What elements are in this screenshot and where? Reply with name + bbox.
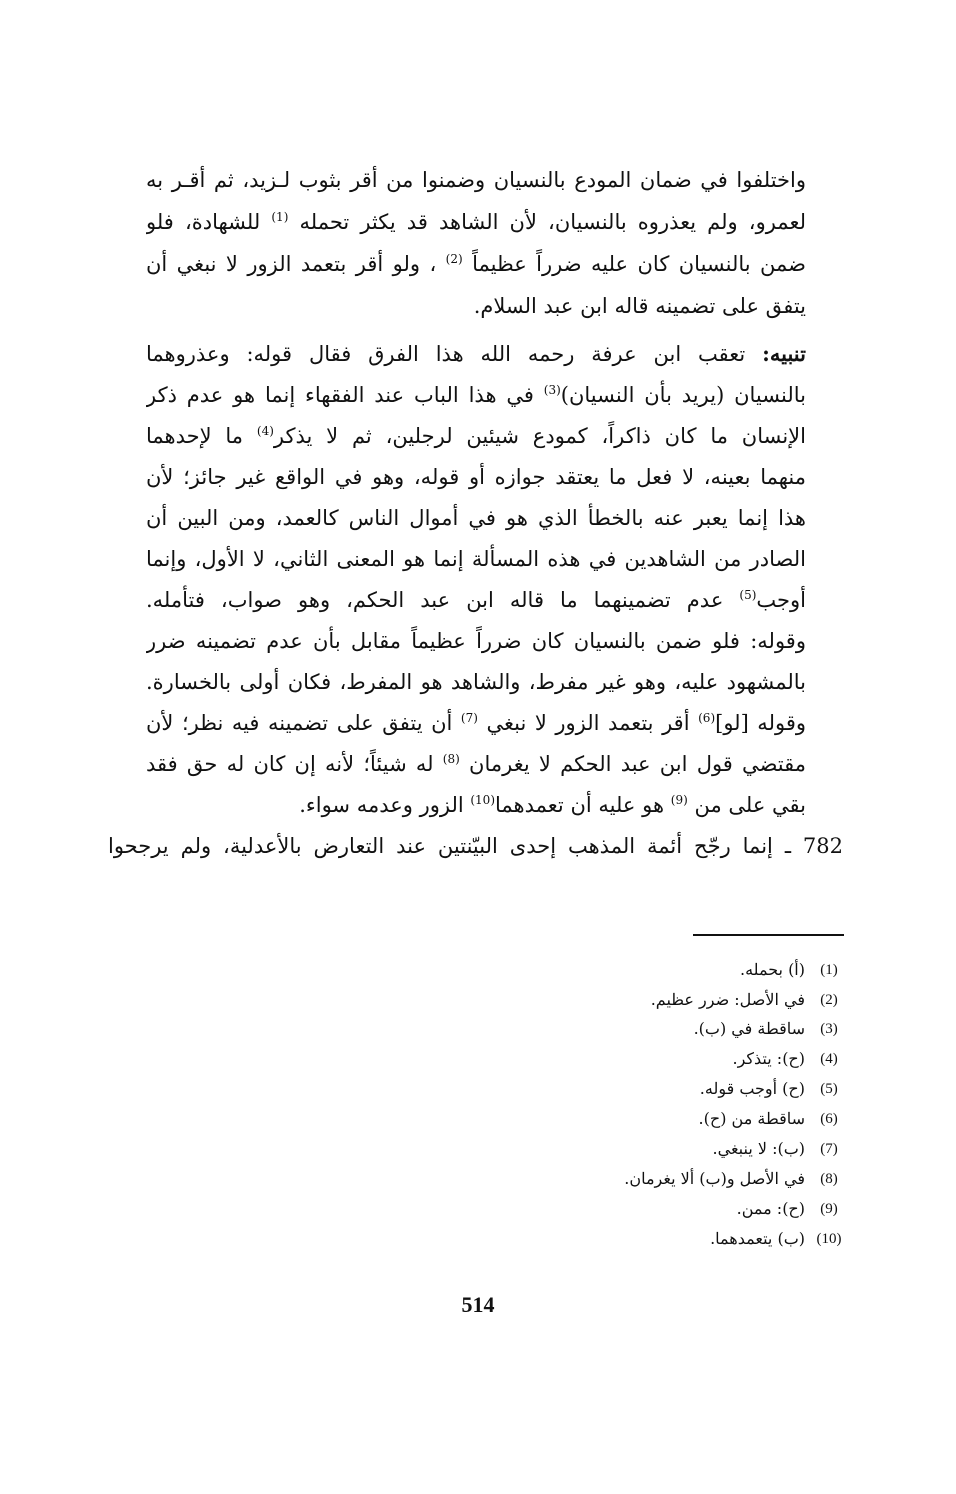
footnote-text: في الأصل: ضرر عظيم. xyxy=(650,990,805,1009)
footnote-item xyxy=(470,1014,850,1044)
footnote-item xyxy=(470,955,850,985)
footnote-divider xyxy=(693,934,844,936)
footnote-marker[interactable]: (9) xyxy=(670,793,688,807)
text-line: أوجب$^{(5)}$ عدم تضمينهما ما قاله ابن عبد الحكم، وهو صواب، فتأمله. xyxy=(146,588,806,612)
footnote-marker[interactable]: (2) xyxy=(445,252,463,266)
text-line: منهما بعينه، لا فعل ما يعتقد جوازه أو قوله، وهو في الواقع غير جائز؛ لأن xyxy=(146,465,806,489)
footnote-number: (10) xyxy=(816,1231,842,1247)
footnote-item xyxy=(470,1044,850,1074)
footnote-marker[interactable]: (7) xyxy=(460,711,478,725)
footnote-text: في الأصل و(ب) ألا يغرمان. xyxy=(624,1169,805,1188)
footnote-number: (5) xyxy=(820,1081,838,1097)
text-line: تنبيه: تعقب ابن عرفة رحمه الله هذا الفرق فقال قوله: وعذروهما xyxy=(146,341,806,366)
footnote-number: (9) xyxy=(820,1201,838,1217)
footnote-marker[interactable]: (8) xyxy=(442,752,460,766)
footnote-marker[interactable]: (3) xyxy=(543,383,561,397)
footnote-item xyxy=(470,1104,850,1134)
tanbih-heading: تنبيه: xyxy=(762,341,806,366)
text-line: بالنسيان (يريد بأن النسيان)$^{(3)}$ في هذا الباب عند الفقهاء إنما هو عدم ذكر xyxy=(146,383,806,407)
footnote-number: (7) xyxy=(820,1141,838,1157)
footnote-number: (2) xyxy=(820,992,838,1008)
footnote-marker[interactable]: (5) xyxy=(739,588,757,602)
text-line: بقي على من $^{(9)}$ هو عليه أن تعمدهما$^{(10)}$ الزور وعدمه سواء. xyxy=(299,793,806,817)
footnote-text: (ب): لا ينبغي. xyxy=(712,1139,805,1158)
text-line: الإنسان ما كان ذاكراً، كمودع شيئين لرجلين، ثم لا يذكر$^{(4)}$ ما لإحدهما xyxy=(146,424,806,448)
footnote-text: ساقطة من (ح). xyxy=(698,1109,805,1128)
text-line: الصادر من الشاهدين في هذه المسألة إنما هو المعنى الثاني، لا الأول، وإنما xyxy=(146,547,806,571)
footnote-number: (8) xyxy=(820,1171,838,1187)
text-line: وقوله: فلو ضمن بالنسيان كان ضرراً عظيماً مقابل بأن عدم تضمينه ضرر xyxy=(146,629,806,653)
footnote-text: (ح): ممن. xyxy=(736,1199,805,1218)
text-line: لعمرو، ولم يعذروه بالنسيان، لأن الشاهد قد يكثر تحمله $^{(1)}$ للشهادة، فلو xyxy=(146,210,806,234)
footnote-text: (ح): يتذكر. xyxy=(732,1049,805,1068)
footnote-text: (ح) أوجب قوله. xyxy=(699,1079,805,1098)
text-line: ضمن بالنسيان كان عليه ضرراً عظيماً $^{(2)}$ ، ولو أقر بتعمد الزور لا نبغي أن xyxy=(146,252,806,276)
footnote-item xyxy=(470,1074,850,1104)
footnote-number: (1) xyxy=(820,962,838,978)
footnote-item xyxy=(470,1194,850,1224)
text-line: هذا إنما يعبر عنه بالخطأ الذي هو في أموال الناس كالعمد، ومن البين أن xyxy=(146,506,806,530)
footnote-marker[interactable]: (1) xyxy=(271,210,289,224)
text-line: مقتضي قول ابن عبد الحكم لا يغرمان $^{(8)}$ له شيئاً؛ لأنه إن كان له حق فقد xyxy=(146,752,806,776)
footnote-number: (6) xyxy=(820,1111,838,1127)
text-line: بالمشهود عليه، وهو غير مفرط، والشاهد هو المفرط، فكان أولى بالخسارة. xyxy=(146,670,806,694)
footnote-item xyxy=(470,985,850,1015)
footnote-text: (ب) يتعمدهما. xyxy=(710,1229,805,1248)
footnote-number: (3) xyxy=(820,1021,838,1037)
footnote-item xyxy=(470,1164,850,1194)
text-line: واختلفوا في ضمان المودع بالنسيان وضمنوا من أقر بثوب لـزيد، ثم أقـر به xyxy=(146,168,806,192)
footnote-number: (4) xyxy=(820,1051,838,1067)
text-line: وقوله [لو]$^{(6)}$ أقر بتعمد الزور لا نبغي $^{(7)}$ أن يتفق على تضمينه فيه نظر؛ لأن xyxy=(146,711,806,735)
footnote-text: ساقطة في (ب). xyxy=(693,1019,805,1038)
text-line: يتفق على تضمينه قاله ابن عبد السلام. xyxy=(473,294,806,318)
page-number: 514 xyxy=(461,1292,495,1317)
footnote-item xyxy=(470,1224,850,1254)
text-line: 782 ـ إنما رجّح أئمة المذهب إحدى البيّنتين عند التعارض بالأعدلية، ولم يرجحوا xyxy=(108,834,843,858)
footnote-marker[interactable]: (10) xyxy=(470,793,496,807)
footnote-marker[interactable]: (6) xyxy=(698,711,716,725)
footnote-marker[interactable]: (4) xyxy=(256,424,274,438)
footnote-text: (أ) بحمله. xyxy=(739,960,805,979)
footnote-item xyxy=(470,1134,850,1164)
